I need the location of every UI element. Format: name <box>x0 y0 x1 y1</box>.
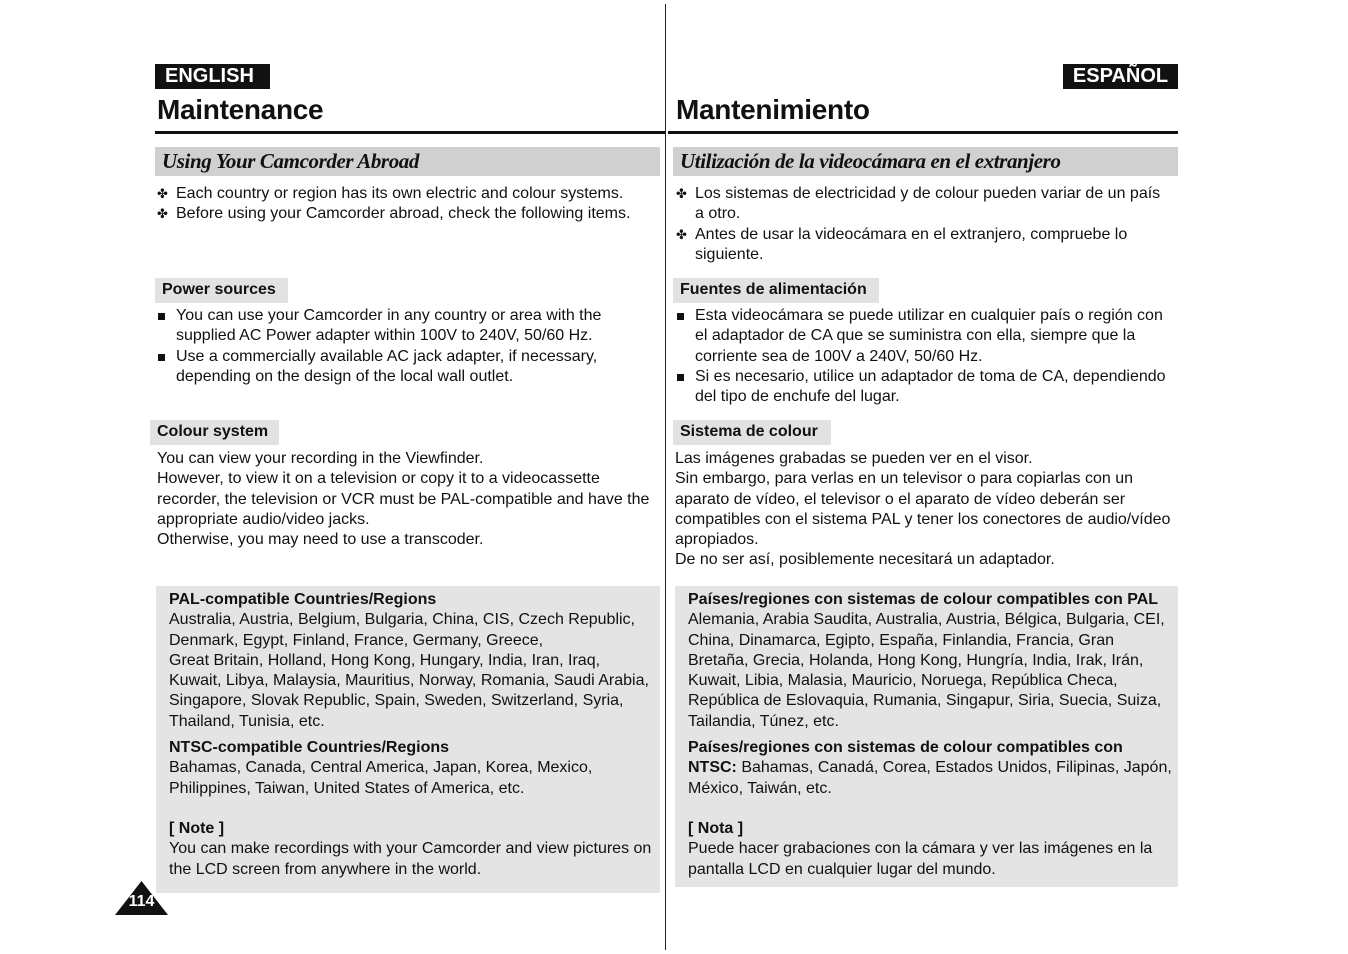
power-list-left <box>157 306 647 387</box>
note-heading: [ Nota ] <box>688 819 744 837</box>
ntsc-heading: Países/regiones con sistemas de colour compatibles con <box>688 739 1123 757</box>
colour-text-left: You can view your recording in the Viewfinder. However, to view it on a television or copy it to a videocassette recorder, the television or VCR must be PAL-compatible and have the appropriate audio/video jacks. Otherwise, you may need to use a transcoder. <box>157 450 650 549</box>
intro-list-left <box>157 184 647 225</box>
subheading-fuentes: Fuentes de alimentación <box>673 278 879 303</box>
cross-bullet-icon: ✤ <box>676 186 687 201</box>
countries-box-left: PAL-compatible Countries/Regions Australia, Austria, Belgium, Bulgaria, China, CIS, Czech Republic, Denmark, Egypt, Finland, France, Germany, Greece, Great Britain, Holland, Hong Kong, Hungary, India, Iran, Iraq, Kuwait, Libya, Malaysia, Mauritius, Norway, Romania, Saudi Arabia, Singapore, Slovak Republic, Spain, Sweden, Switzerland, Syria, Thailand, Tunisia, etc. NTSC-compatible Countries/Regions Bahamas, Canada, Central America, Japan, Korea, Mexico, Philippines, Taiwan, United States of America, etc. [ Note ] You can make recordings with your Camcorder and view pictures on the LCD screen from anywhere in the world. <box>156 586 660 893</box>
countries-box-right: Países/regiones con sistemas de colour compatibles con PAL Alemania, Arabia Saudita, Australia, Austria, Bélgica, Bulgaria, CEI, China, Dinamarca, Egipto, España, Finlandia, Francia, Gran Bretaña, Grecia, Holanda, Hong Kong, Hungría, India, Irak, Irán, Kuwait, Libia, Malasia, Mauricio, Noruega, República Checa, República de Eslovaquia, Rumania, Singapur, Siria, Suecia, Suiza, Tailandia, Túnez, etc. Países/regiones con sistemas de colour compatibles con NTSC: Bahamas, Canadá, Corea, Estados Unidos, Filipinas, Japón, México, Taiwán, etc. [ Nota ] Puede hacer grabaciones con la cámara y ver las imágenes en la pantalla LCD en cualquier lugar del mundo. <box>675 586 1178 887</box>
list-item: Si es necesario, utilice un adaptador de toma de CA, dependiendo del tipo de enchufe del lugar. <box>676 367 1171 408</box>
ntsc-text: NTSC: Bahamas, Canadá, Corea, Estados Unidos, Filipinas, Japón, México, Taiwán, etc. <box>688 759 1172 797</box>
pal-heading: PAL-compatible Countries/Regions <box>169 591 437 608</box>
subheading-sistema-colour: Sistema de colour <box>673 420 831 445</box>
page-title-left: Maintenance <box>157 94 324 125</box>
ntsc-heading: NTSC-compatible Countries/Regions <box>169 739 450 757</box>
language-label-english: ENGLISH <box>155 64 270 89</box>
list-item: You can use your Camcorder in any country or area with the supplied AC Power adapter within 100V to 240V, 50/60 Hz. <box>157 306 647 347</box>
section-title-right: Utilización de la videocámara en el extranjero <box>673 147 1178 176</box>
note-heading: [ Note ] <box>169 819 225 837</box>
list-item: Esta videocámara se puede utilizar en cualquier país o región con el adaptador de CA que se suministra con ella, siempre que la corriente sea de 100V a 240V, 50/60 Hz. <box>676 306 1171 367</box>
power-list-right <box>676 306 1171 407</box>
list-item: ✤ Each country or region has its own electric and colour systems. <box>157 184 647 204</box>
square-bullet-icon <box>158 354 165 361</box>
header-rule-left <box>155 131 665 134</box>
list-item: Use a commercially available AC jack adapter, if necessary, depending on the design of the local wall outlet. <box>157 347 647 388</box>
page-title-right: Mantenimiento <box>676 94 870 125</box>
colour-text-right: Las imágenes grabadas se pueden ver en el visor. Sin embargo, para verlas en un televisor o para copiarlas con un aparato de vídeo, el televisor o el aparato de vídeo deberán ser compatibles con el sistema PAL y tener los conectores de audio/vídeo apropiados. De no ser así, posiblemente necesitará un adaptador. <box>675 450 1171 569</box>
cross-bullet-icon: ✤ <box>157 206 168 222</box>
list-item: ✤ Los sistemas de electricidad y de colour pueden variar de un país a otro. <box>676 185 1161 223</box>
cross-bullet-icon: ✤ <box>676 226 687 242</box>
subheading-power-sources: Power sources <box>155 278 288 303</box>
page-number: 114 <box>128 893 155 910</box>
list-item: ✤ Antes de usar la videocámara en el extranjero, compruebe lo siguiente. <box>676 225 1128 263</box>
square-bullet-icon <box>158 313 165 320</box>
language-label-spanish: ESPAÑOL <box>1063 64 1178 89</box>
list-item: ✤ Before using your Camcorder abroad, check the following items. <box>157 204 647 224</box>
subheading-colour-system: Colour system <box>150 420 279 445</box>
square-bullet-icon <box>677 313 684 320</box>
pal-heading: Países/regiones con sistemas de colour compatibles con PAL <box>688 591 1159 608</box>
header-rule-right <box>668 131 1178 134</box>
page-number-badge <box>115 881 168 915</box>
column-divider <box>665 4 666 950</box>
intro-list-right <box>676 184 1166 265</box>
section-title-left: Using Your Camcorder Abroad <box>155 147 660 176</box>
cross-bullet-icon: ✤ <box>157 186 168 201</box>
square-bullet-icon <box>677 374 684 381</box>
